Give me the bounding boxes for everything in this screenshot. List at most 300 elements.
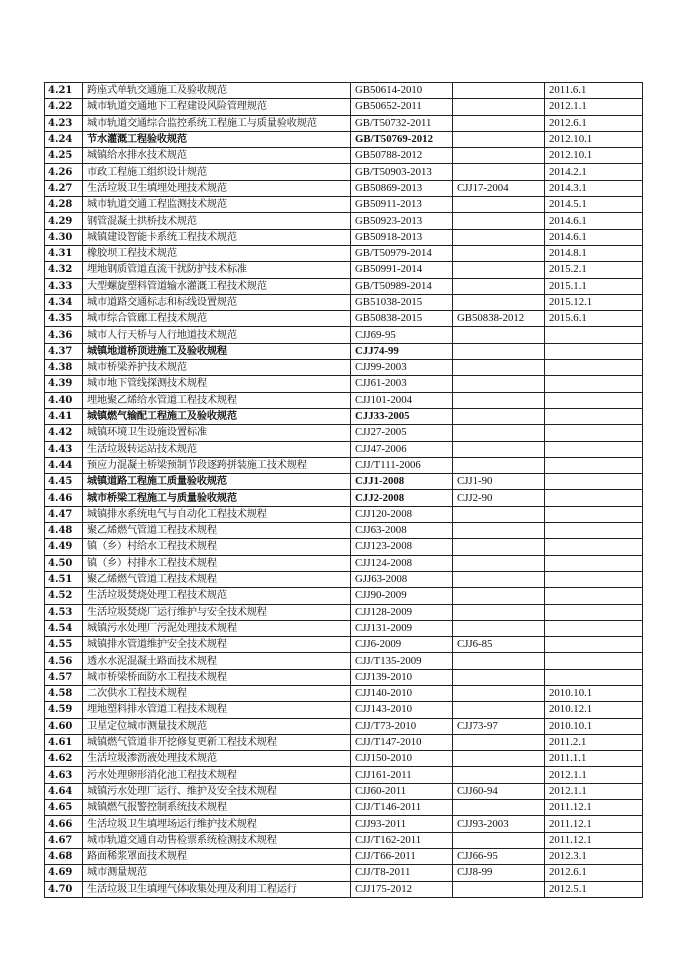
row-number: 4.41 [45,408,83,424]
replaced-standard-code [453,441,545,457]
effective-date [545,604,643,620]
standard-code: CJJ139-2010 [351,669,453,685]
effective-date: 2011.12.1 [545,800,643,816]
replaced-standard-code [453,262,545,278]
replaced-standard-code [453,245,545,261]
effective-date: 2012.1.1 [545,99,643,115]
table-row [45,734,643,750]
replaced-standard-code [453,164,545,180]
table-row [45,620,643,636]
effective-date [545,408,643,424]
standard-name: 生活垃圾渗沥液处理技术规范 [83,751,351,767]
standard-code: CJJ128-2009 [351,604,453,620]
table-row [45,294,643,310]
replaced-standard-code [453,751,545,767]
replaced-standard-code [453,294,545,310]
effective-date [545,523,643,539]
effective-date: 2015.6.1 [545,311,643,327]
effective-date: 2015.2.1 [545,262,643,278]
standard-name: 城镇污水处理厂运行、维护及安全技术规程 [83,783,351,799]
table-row [45,816,643,832]
row-number: 4.40 [45,392,83,408]
standard-code: CJJ6-2009 [351,637,453,653]
replaced-standard-code [453,800,545,816]
table-row [45,115,643,131]
replaced-standard-code [453,197,545,213]
standard-name: 城市轨道交通工程监测技术规范 [83,197,351,213]
table-row [45,767,643,783]
row-number: 4.50 [45,555,83,571]
replaced-standard-code [453,83,545,99]
row-number: 4.65 [45,800,83,816]
table-row [45,278,643,294]
table-row [45,441,643,457]
row-number: 4.31 [45,245,83,261]
standard-code: GB50614-2010 [351,83,453,99]
table-row [45,164,643,180]
standard-code: GB50918-2013 [351,229,453,245]
standard-name: 城镇建设智能卡系统工程技术规范 [83,229,351,245]
table-row [45,800,643,816]
replaced-standard-code [453,669,545,685]
standards-table [44,82,643,898]
effective-date [545,637,643,653]
standard-code: CJJ131-2009 [351,620,453,636]
effective-date [545,425,643,441]
standard-code: CJJ123-2008 [351,539,453,555]
replaced-standard-code [453,588,545,604]
standard-code: GB50788-2012 [351,148,453,164]
row-number: 4.42 [45,425,83,441]
standard-name: 城市综合管廊工程技术规范 [83,311,351,327]
replaced-standard-code [453,604,545,620]
replaced-standard-code [453,392,545,408]
effective-date: 2012.1.1 [545,783,643,799]
standard-name: 预应力混凝土桥梁预制节段逐跨拼装施工技术规程 [83,457,351,473]
row-number: 4.60 [45,718,83,734]
effective-date: 2014.2.1 [545,164,643,180]
row-number: 4.66 [45,816,83,832]
standard-name: 聚乙烯燃气管道工程技术规程 [83,571,351,587]
standard-name: 城镇地道桥顶进施工及验收规程 [83,343,351,359]
standard-name: 城市桥梁桥面防水工程技术规程 [83,669,351,685]
replaced-standard-code [453,229,545,245]
replaced-standard-code: CJJ66-95 [453,848,545,864]
row-number: 4.52 [45,588,83,604]
standard-name: 跨座式单轨交通施工及验收规范 [83,83,351,99]
table-row [45,99,643,115]
row-number: 4.55 [45,637,83,653]
standard-name: 埋地钢质管道直流干扰防护技术标准 [83,262,351,278]
effective-date [545,376,643,392]
standard-name: 生活垃圾卫生填埋气体收集处理及利用工程运行 [83,881,351,897]
standard-code: CJJ143-2010 [351,702,453,718]
replaced-standard-code [453,539,545,555]
standard-code: CJJ61-2003 [351,376,453,392]
standard-name: 城镇排水管道维护安全技术规程 [83,637,351,653]
replaced-standard-code [453,702,545,718]
row-number: 4.22 [45,99,83,115]
table-row [45,213,643,229]
table-row [45,832,643,848]
effective-date [545,539,643,555]
replaced-standard-code [453,571,545,587]
standard-name: 城市人行天桥与人行地道技术规范 [83,327,351,343]
effective-date [545,490,643,506]
effective-date [545,392,643,408]
table-row [45,653,643,669]
standard-name: 生活垃圾卫生填埋场运行维护技术规程 [83,816,351,832]
standard-code: CJJ1-2008 [351,474,453,490]
replaced-standard-code [453,457,545,473]
table-row [45,865,643,881]
standard-name: 生活垃圾焚烧处理工程技术规范 [83,588,351,604]
replaced-standard-code [453,278,545,294]
effective-date [545,343,643,359]
replaced-standard-code: CJJ2-90 [453,490,545,506]
row-number: 4.56 [45,653,83,669]
standard-name: 埋地聚乙烯给水管道工程技术规程 [83,392,351,408]
standard-name: 路面稀浆罩面技术规程 [83,848,351,864]
standard-code: GB50911-2013 [351,197,453,213]
standard-code: CJJ140-2010 [351,685,453,701]
table-row [45,197,643,213]
standard-code: CJJ/T73-2010 [351,718,453,734]
standard-code: CJJ69-95 [351,327,453,343]
standard-code: CJJ101-2004 [351,392,453,408]
table-row [45,881,643,897]
replaced-standard-code [453,555,545,571]
row-number: 4.62 [45,751,83,767]
row-number: 4.32 [45,262,83,278]
replaced-standard-code [453,832,545,848]
effective-date: 2014.8.1 [545,245,643,261]
replaced-standard-code: CJJ73-97 [453,718,545,734]
standard-code: GB50923-2013 [351,213,453,229]
replaced-standard-code: CJJ60-94 [453,783,545,799]
replaced-standard-code [453,376,545,392]
replaced-standard-code [453,685,545,701]
standard-name: 城镇给水排水技术规范 [83,148,351,164]
row-number: 4.37 [45,343,83,359]
row-number: 4.43 [45,441,83,457]
standard-name: 镇（乡）村排水工程技术规程 [83,555,351,571]
standard-code: CJJ120-2008 [351,506,453,522]
effective-date: 2012.5.1 [545,881,643,897]
effective-date: 2012.6.1 [545,865,643,881]
table-row [45,262,643,278]
table-row [45,571,643,587]
standard-name: 城市桥梁工程施工与质量验收规范 [83,490,351,506]
effective-date: 2010.12.1 [545,702,643,718]
standard-code: CJJ175-2012 [351,881,453,897]
replaced-standard-code [453,99,545,115]
effective-date: 2014.6.1 [545,213,643,229]
effective-date: 2014.5.1 [545,197,643,213]
standard-code: CJJ93-2011 [351,816,453,832]
row-number: 4.23 [45,115,83,131]
standard-name: 生活垃圾转运站技术规范 [83,441,351,457]
replaced-standard-code [453,425,545,441]
standard-name: 钢管混凝土拱桥技术规范 [83,213,351,229]
effective-date: 2012.6.1 [545,115,643,131]
row-number: 4.63 [45,767,83,783]
effective-date [545,327,643,343]
effective-date: 2010.10.1 [545,718,643,734]
effective-date: 2015.12.1 [545,294,643,310]
table-row [45,474,643,490]
standard-name: 城市道路交通标志和标线设置规范 [83,294,351,310]
row-number: 4.35 [45,311,83,327]
effective-date: 2011.12.1 [545,816,643,832]
standard-name: 城镇排水系统电气与自动化工程技术规程 [83,506,351,522]
standard-code: CJJ161-2011 [351,767,453,783]
row-number: 4.49 [45,539,83,555]
table-row [45,506,643,522]
effective-date: 2012.10.1 [545,148,643,164]
table-row [45,702,643,718]
row-number: 4.29 [45,213,83,229]
replaced-standard-code: CJJ8-99 [453,865,545,881]
standard-code: GB50869-2013 [351,180,453,196]
effective-date [545,555,643,571]
replaced-standard-code: CJJ93-2003 [453,816,545,832]
row-number: 4.21 [45,83,83,99]
replaced-standard-code [453,360,545,376]
standard-code: CJJ/T8-2011 [351,865,453,881]
standard-code: CJJ99-2003 [351,360,453,376]
replaced-standard-code [453,213,545,229]
replaced-standard-code [453,115,545,131]
effective-date: 2010.10.1 [545,685,643,701]
standard-name: 生活垃圾卫生填埋处理技术规范 [83,180,351,196]
row-number: 4.27 [45,180,83,196]
table-row [45,148,643,164]
standard-name: 城市轨道交通自动售检票系统检测技术规程 [83,832,351,848]
standard-name: 埋地塑料排水管道工程技术规程 [83,702,351,718]
replaced-standard-code: CJJ6-85 [453,637,545,653]
row-number: 4.34 [45,294,83,310]
replaced-standard-code [453,148,545,164]
effective-date [545,588,643,604]
row-number: 4.64 [45,783,83,799]
standard-code: GB50838-2015 [351,311,453,327]
replaced-standard-code [453,408,545,424]
standard-code: CJJ/T66-2011 [351,848,453,864]
standard-code: CJJ47-2006 [351,441,453,457]
replaced-standard-code [453,620,545,636]
table-row [45,718,643,734]
standard-code: CJJ2-2008 [351,490,453,506]
row-number: 4.59 [45,702,83,718]
table-row [45,408,643,424]
table-row [45,180,643,196]
standard-code: GB/T50769-2012 [351,131,453,147]
table-row [45,392,643,408]
effective-date [545,441,643,457]
effective-date [545,653,643,669]
table-row [45,245,643,261]
table-row [45,83,643,99]
row-number: 4.61 [45,734,83,750]
row-number: 4.26 [45,164,83,180]
effective-date [545,457,643,473]
row-number: 4.54 [45,620,83,636]
standard-code: CJJ60-2011 [351,783,453,799]
table-row [45,751,643,767]
standard-code: CJJ/T147-2010 [351,734,453,750]
row-number: 4.33 [45,278,83,294]
standard-code: GB/T50989-2014 [351,278,453,294]
row-number: 4.36 [45,327,83,343]
standard-name: 卫星定位城市测量技术规范 [83,718,351,734]
standard-name: 节水灌溉工程验收规范 [83,131,351,147]
table-row [45,311,643,327]
table-row [45,490,643,506]
row-number: 4.30 [45,229,83,245]
standard-name: 城市轨道交通地下工程建设风险管理规范 [83,99,351,115]
standard-code: CJJ63-2008 [351,523,453,539]
row-number: 4.69 [45,865,83,881]
table-row [45,327,643,343]
table-row [45,376,643,392]
standard-name: 城市桥梁养护技术规范 [83,360,351,376]
standard-code: CJJ/T111-2006 [351,457,453,473]
row-number: 4.39 [45,376,83,392]
row-number: 4.25 [45,148,83,164]
effective-date [545,669,643,685]
standard-name: 城镇燃气报警控制系统技术规程 [83,800,351,816]
table-row [45,637,643,653]
standard-code: CJJ/T146-2011 [351,800,453,816]
effective-date: 2011.1.1 [545,751,643,767]
replaced-standard-code: CJJ1-90 [453,474,545,490]
row-number: 4.47 [45,506,83,522]
standard-code: GJJ63-2008 [351,571,453,587]
replaced-standard-code [453,523,545,539]
table-row [45,848,643,864]
table-row [45,783,643,799]
standard-code: CJJ90-2009 [351,588,453,604]
row-number: 4.38 [45,360,83,376]
standard-code: CJJ74-99 [351,343,453,359]
standard-code: CJJ150-2010 [351,751,453,767]
effective-date [545,474,643,490]
standard-code: GB/T50979-2014 [351,245,453,261]
standard-name: 城镇污水处理厂污泥处理技术规程 [83,620,351,636]
replaced-standard-code [453,327,545,343]
effective-date: 2011.2.1 [545,734,643,750]
standard-code: GB50991-2014 [351,262,453,278]
row-number: 4.48 [45,523,83,539]
effective-date [545,571,643,587]
row-number: 4.57 [45,669,83,685]
standard-name: 城镇燃气输配工程施工及验收规范 [83,408,351,424]
row-number: 4.44 [45,457,83,473]
row-number: 4.53 [45,604,83,620]
row-number: 4.68 [45,848,83,864]
table-row [45,343,643,359]
replaced-standard-code [453,131,545,147]
row-number: 4.58 [45,685,83,701]
standard-name: 城市测量规范 [83,865,351,881]
replaced-standard-code [453,506,545,522]
standard-name: 城镇环境卫生设施设置标准 [83,425,351,441]
replaced-standard-code [453,343,545,359]
effective-date: 2015.1.1 [545,278,643,294]
replaced-standard-code [453,767,545,783]
table-row [45,669,643,685]
replaced-standard-code [453,881,545,897]
standard-name: 生活垃圾焚烧厂运行维护与安全技术规程 [83,604,351,620]
effective-date: 2014.6.1 [545,229,643,245]
table-row [45,604,643,620]
table-row [45,539,643,555]
table-row [45,229,643,245]
standard-code: CJJ27-2005 [351,425,453,441]
standard-name: 城镇燃气管道非开挖修复更新工程技术规程 [83,734,351,750]
row-number: 4.46 [45,490,83,506]
row-number: 4.24 [45,131,83,147]
standard-code: CJJ/T162-2011 [351,832,453,848]
effective-date: 2012.3.1 [545,848,643,864]
effective-date: 2012.1.1 [545,767,643,783]
effective-date [545,620,643,636]
table-row [45,555,643,571]
standard-name: 透水水泥混凝土路面技术规程 [83,653,351,669]
table-row [45,425,643,441]
standard-name: 聚乙烯燃气管道工程技术规程 [83,523,351,539]
standard-code: GB/T50732-2011 [351,115,453,131]
standard-name: 橡胶坝工程技术规范 [83,245,351,261]
standard-code: CJJ33-2005 [351,408,453,424]
standard-name: 市政工程施工组织设计规范 [83,164,351,180]
standard-code: CJJ124-2008 [351,555,453,571]
table-row [45,131,643,147]
replaced-standard-code: CJJ17-2004 [453,180,545,196]
effective-date: 2011.12.1 [545,832,643,848]
table-row [45,588,643,604]
standard-name: 大型螺旋塑料管道输水灌溉工程技术规范 [83,278,351,294]
table-row [45,457,643,473]
row-number: 4.70 [45,881,83,897]
standard-code: GB50652-2011 [351,99,453,115]
standard-name: 镇（乡）村给水工程技术规程 [83,539,351,555]
standards-table-body [45,83,643,898]
replaced-standard-code: GB50838-2012 [453,311,545,327]
standard-name: 污水处理卵形消化池工程技术规程 [83,767,351,783]
row-number: 4.45 [45,474,83,490]
standard-name: 二次供水工程技术规程 [83,685,351,701]
effective-date [545,506,643,522]
standard-code: GB/T50903-2013 [351,164,453,180]
replaced-standard-code [453,734,545,750]
standard-code: CJJ/T135-2009 [351,653,453,669]
effective-date: 2011.6.1 [545,83,643,99]
effective-date [545,360,643,376]
row-number: 4.67 [45,832,83,848]
table-row [45,360,643,376]
effective-date: 2012.10.1 [545,131,643,147]
standard-name: 城市地下管线探测技术规程 [83,376,351,392]
replaced-standard-code [453,653,545,669]
row-number: 4.51 [45,571,83,587]
standard-name: 城市轨道交通综合监控系统工程施工与质量验收规范 [83,115,351,131]
standard-name: 城镇道路工程施工质量验收规范 [83,474,351,490]
table-row [45,685,643,701]
table-row [45,523,643,539]
effective-date: 2014.3.1 [545,180,643,196]
